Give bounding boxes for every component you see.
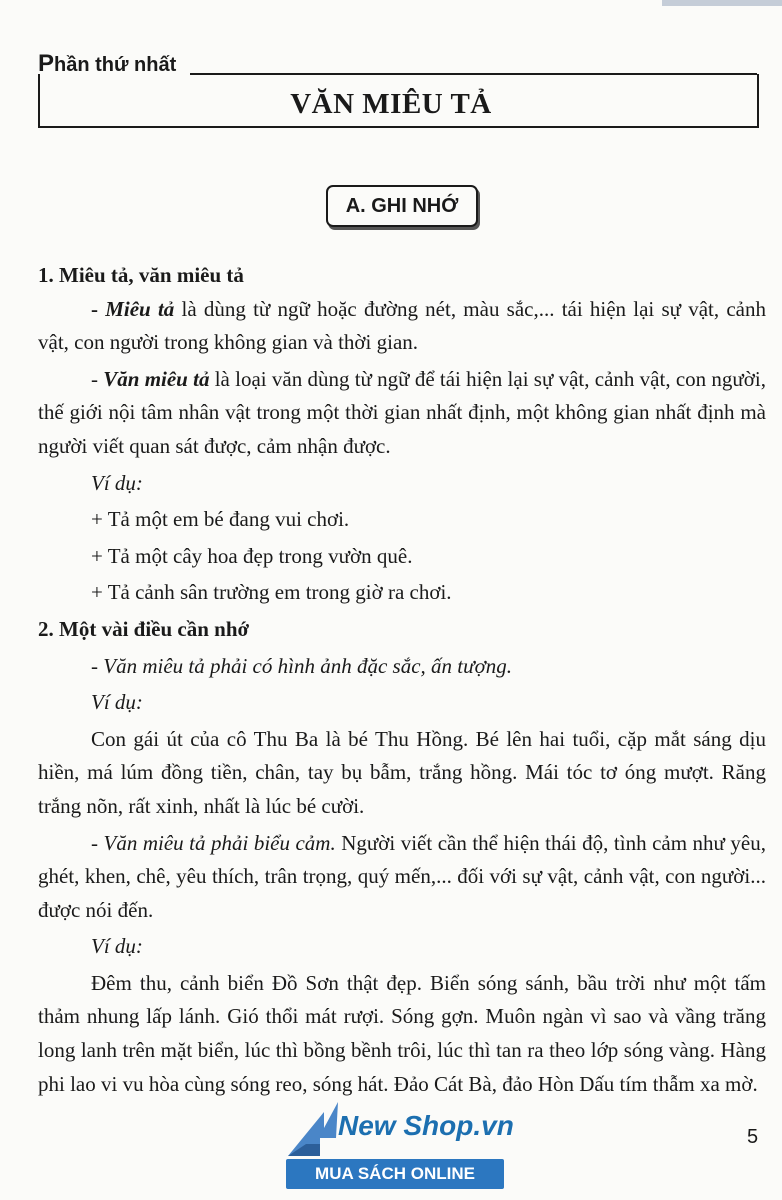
page-content — [38, 259, 766, 1101]
example-paragraph-2: Đêm thu, cảnh biển Đồ Sơn thật đẹp. Biển sóng sánh, bầu trời như một tấm thảm nhung lấp lánh. Gió thổi mát rượi. Sóng gợn. Muôn ngàn vì sao và vầng trăng long lanh trên mặt biển, lúc thì bồng bềnh trôi, lúc thì tan ra theo lớp sóng vàng. Hàng phi lao vi vu hòa cùng sóng reo, sóng hát. Đảo Cát Bà, đảo Hòn Dấu tím thẫm xa mờ. — [38, 970, 766, 1096]
example-label-2: Ví dụ: — [91, 690, 143, 715]
definition-van-mieu-ta: - Văn miêu tả là loại văn dùng từ ngữ để tái hiện lại sự vật, cảnh vật, con người, thế giới nội tâm nhân vật trong một thời gian nhất định, một không gian nhất định mà người viết quan sát được, cảm nhận được. — [38, 366, 766, 458]
watermark-brand: New Shop.vn — [338, 1110, 514, 1141]
page-number: 5 — [747, 1126, 759, 1148]
buy-online-button[interactable]: MUA SÁCH ONLINE — [286, 1159, 504, 1189]
term-van-mieu-ta: Văn miêu tả — [103, 366, 210, 391]
section-title: A. GHI NHỚ — [326, 185, 478, 227]
rule-2: - Văn miêu tả phải biểu cảm. Người viết cần thể hiện thái độ, tình cảm như yêu, ghét, khen, chê, yêu thích, trân trọng, quý mến,... đối với sự vật, cảnh vật, con người... được nói đến. — [38, 830, 766, 922]
part-label — [38, 50, 176, 78]
example-item-2: + Tả một cây hoa đẹp trong vườn quê. — [91, 543, 413, 568]
part-label-cap: P — [38, 50, 55, 77]
rule-2-italic: - Văn miêu tả phải biểu cảm. — [91, 830, 336, 855]
example-item-1: + Tả một em bé đang vui chơi. — [91, 507, 350, 532]
section-heading-2: 2. Một vài điều cần nhớ — [38, 616, 250, 641]
part-title: VĂN MIÊU TẢ — [290, 88, 492, 120]
definition-mieu-ta: - Miêu tả là dùng từ ngữ hoặc đường nét, màu sắc,... tái hiện lại sự vật, cảnh vật, con người trong không gian và thời gian. — [38, 296, 766, 355]
top-corner-mark — [662, 0, 782, 6]
term-mieu-ta: Miêu tả — [105, 296, 175, 321]
example-label-3: Ví dụ: — [91, 934, 143, 959]
section-heading-1: 1. Miêu tả, văn miêu tả — [38, 263, 244, 287]
example-paragraph-1: Con gái út của cô Thu Ba là bé Thu Hồng. Bé lên hai tuổi, cặp mắt sáng dịu hiền, má lúm đồng tiền, chân, tay bụ bẫm, trắng hồng. Mái tóc tơ óng mượt. Răng trắng nõn, rất xinh, nhất là lúc bé cười. — [38, 726, 766, 818]
rule-1: - Văn miêu tả phải có hình ảnh đặc sắc, ấn tượng. — [91, 653, 513, 678]
part-title-rule — [190, 73, 757, 75]
example-item-3: + Tả cảnh sân trường em trong giờ ra chơi. — [91, 580, 452, 605]
example-label-1: Ví dụ: — [91, 470, 143, 495]
part-label-rest: hần thứ nhất — [54, 54, 177, 76]
